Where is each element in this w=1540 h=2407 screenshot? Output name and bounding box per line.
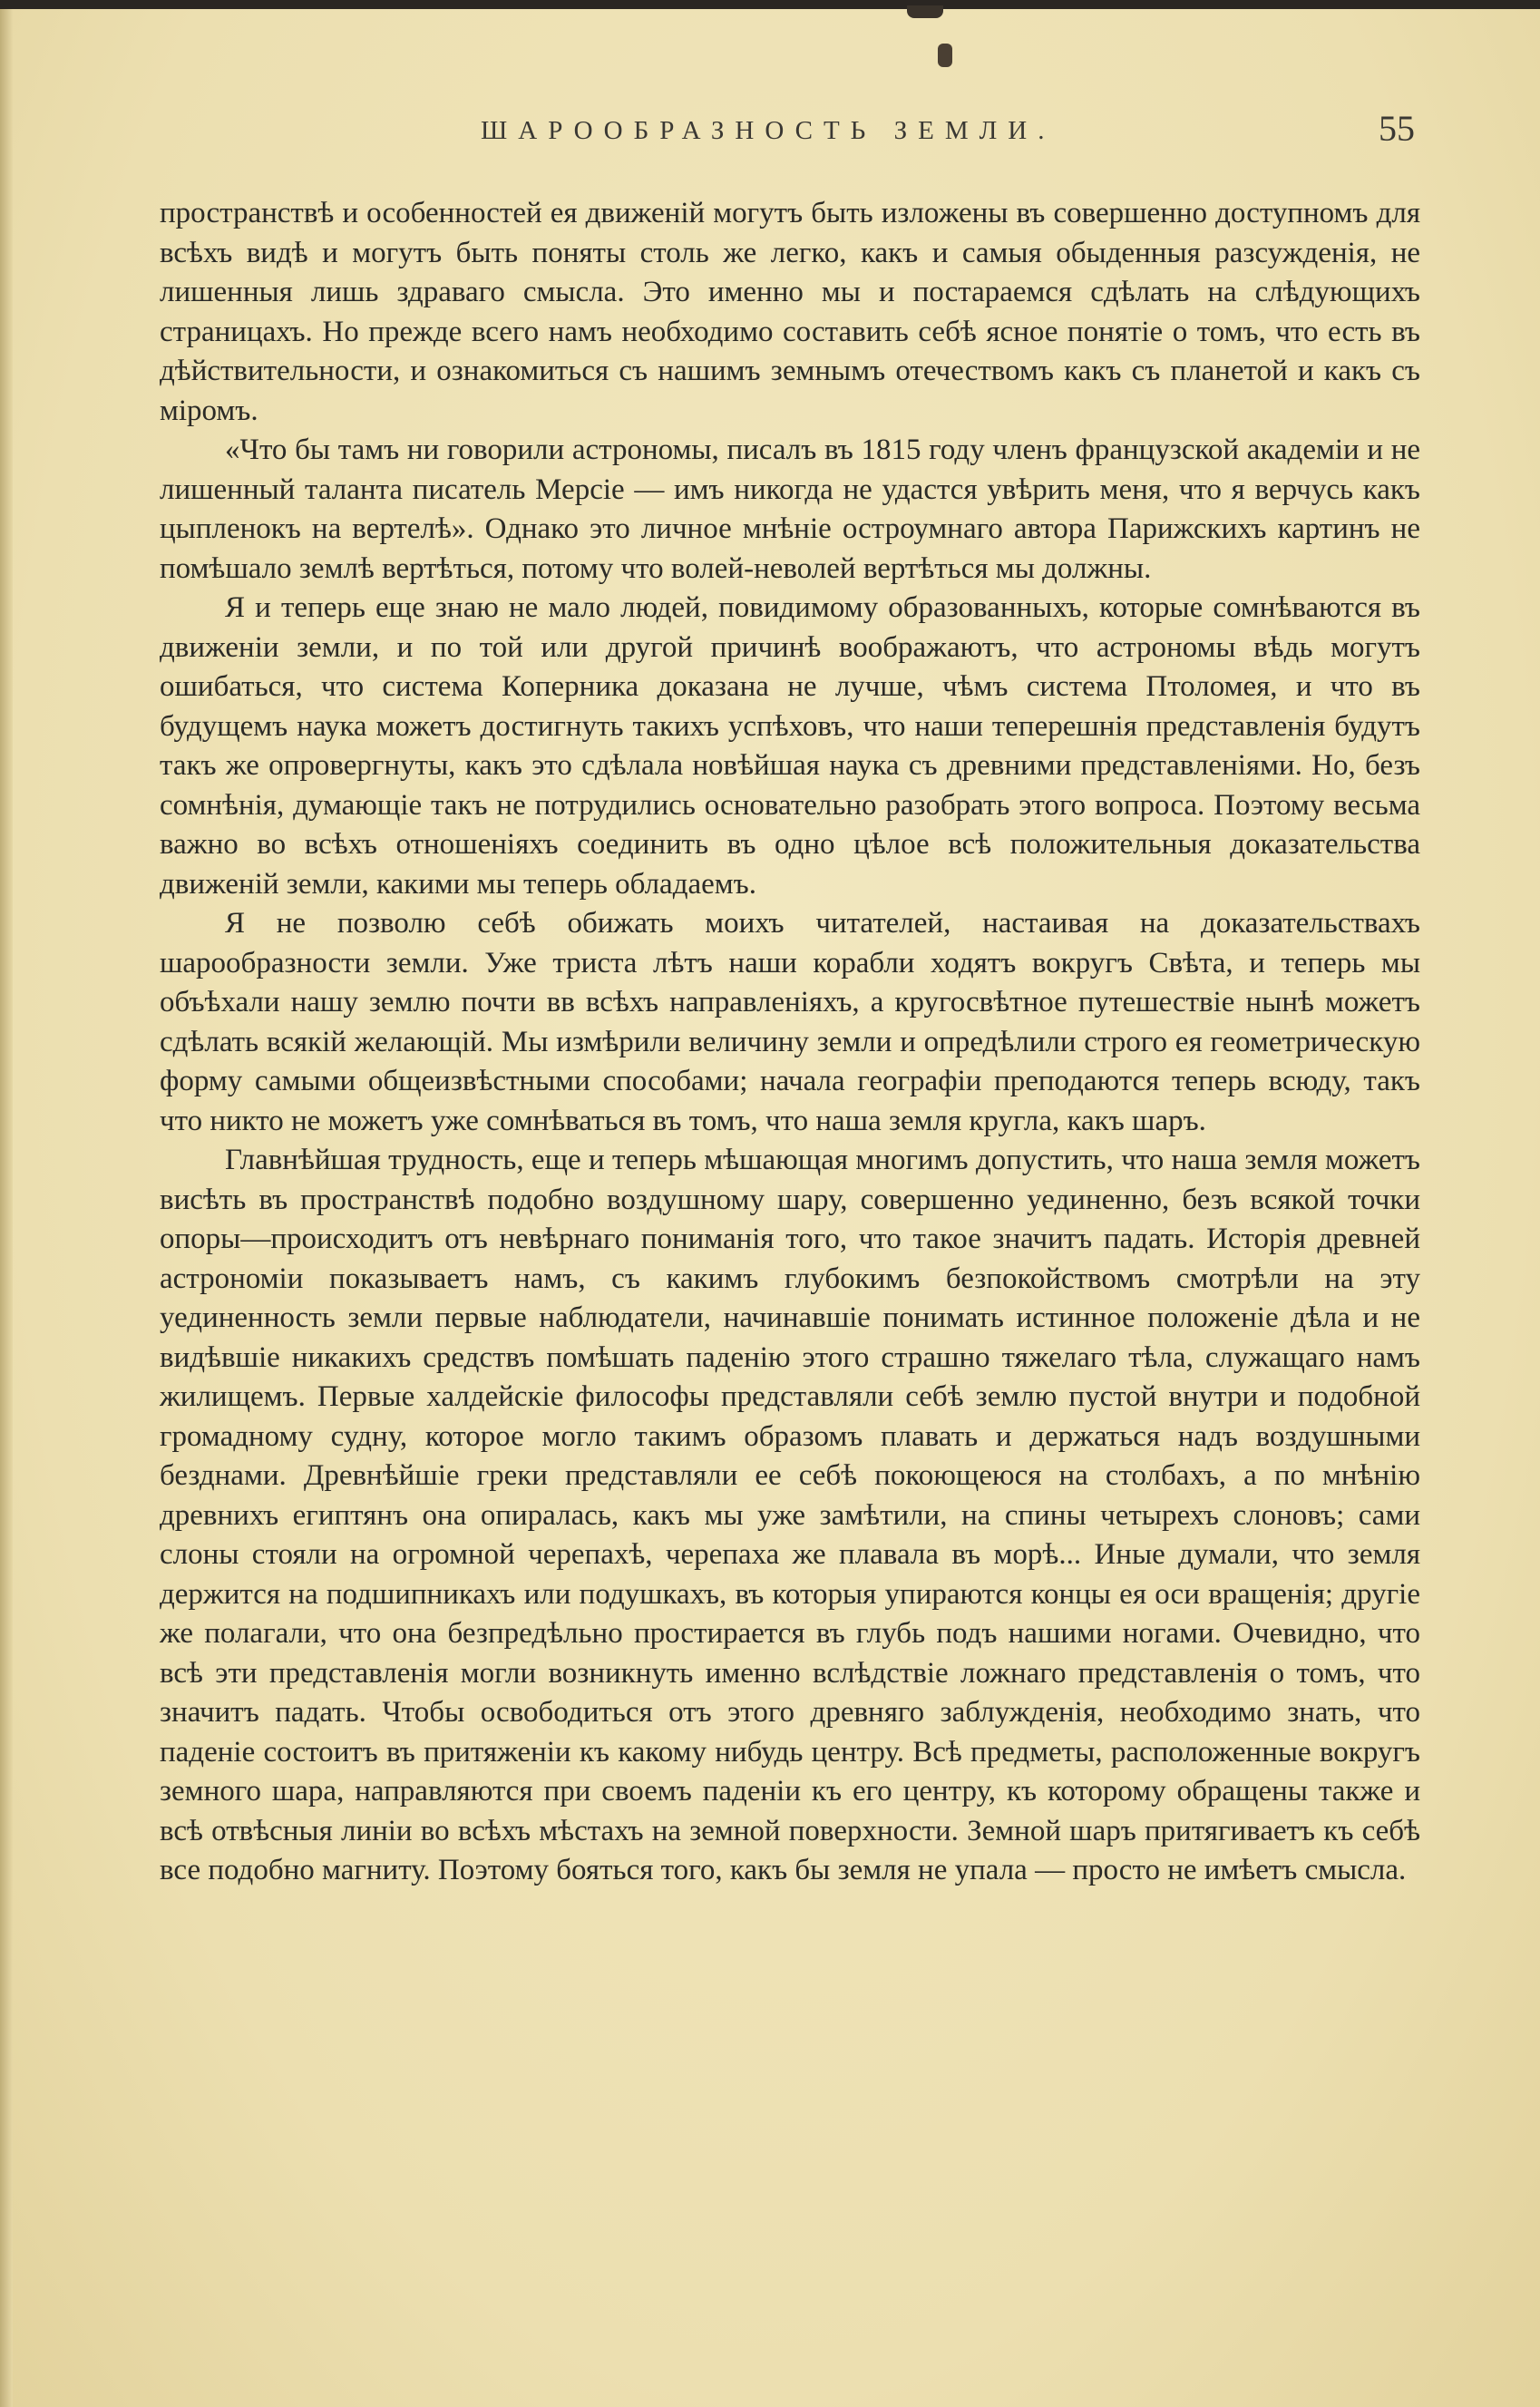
- page-binding-edge: [0, 0, 13, 2407]
- page-top-edge: [0, 0, 1540, 9]
- ink-blot-mark: [907, 5, 943, 18]
- paragraph: Главнѣйшая трудность, еще и теперь мѣшающая многимъ допустить, что наша земля можетъ висѣть въ пространствѣ подобно воздушному шару, совершенно уединенно, безъ всякой точки опоры—происходитъ отъ невѣрнаго пониманія того, что такое значитъ падать. Исторія древней астрономіи показываетъ намъ, съ какимъ глубокимъ безпокойствомъ смотрѣли на эту уединенность земли первые наблюдатели, начинавшіе понимать истинное положеніе дѣла и не видѣвшіе никакихъ средствъ помѣшать паденію этого страшно тяжелаго тѣла, служащаго намъ жилищемъ. Первые халдейскіе философы представляли себѣ землю пустой внутри и подобной громадному судну, которое могло такимъ образомъ плавать и держаться надъ воздушными безднами. Древнѣйшіе греки представляли ее себѣ покоющеюся на столбахъ, а по мнѣнію древнихъ египтянъ она опиралась, какъ мы уже замѣтили, на спины четырехъ слоновъ; сами слоны стояли на огромной черепахѣ, черепаха же плавала въ морѣ... Иные думали, что земля держится на подшипникахъ или подушкахъ, въ которыя упираются концы ея оси вращенія; другіе же полагали, что она безпредѣльно простирается въ глубь подъ нашими ногами. Очевидно, что всѣ эти представленія могли возникнуть именно вслѣдствіе ложнаго представленія о томъ, что значитъ падать. Чтобы освободиться отъ этого древняго заблужденія, необходимо знать, что паденіе состоитъ въ притяженіи къ какому нибудь центру. Всѣ предметы, расположенные вокругъ земного шара, направляются при своемъ паденіи къ его центру, къ которому обращены также и всѣ отвѣсныя линіи во всѣхъ мѣстахъ на земной поверхности. Земной шаръ притягиваетъ къ себѣ все подобно магниту. Поэтому бояться того, какъ бы земля не упала — просто не имѣетъ смысла.: [160, 1144, 1420, 1886]
- page-number: 55: [1379, 108, 1415, 149]
- paragraph: «Что бы тамъ ни говорили астрономы, писалъ въ 1815 году членъ французской академіи и не лишенный таланта писатель Мерсіе — имъ никогда не удастся увѣрить меня, что я верчусь какъ цыпленокъ на вертелѣ». Однако это личное мнѣніе остроумнаго автора Парижскихъ картинъ не помѣшало землѣ вертѣться, потому что волей-неволей вертѣться мы должны.: [160, 434, 1420, 585]
- paragraph: пространствѣ и особенностей ея движеній могутъ быть изложены въ совершенно доступномъ для всѣхъ видѣ и могутъ быть поняты столь же легко, какъ и самыя обыденныя разсужденія, не лишенныя лишь здраваго смысла. Это именно мы и постараемся сдѣлать на слѣдующихъ страницахъ. Но прежде всего намъ необходимо составить себѣ ясное понятіе о томъ, что есть въ дѣйствительности, и ознакомиться съ нашимъ земнымъ отечествомъ какъ съ планетой и какъ съ міромъ.: [160, 197, 1420, 427]
- ink-blot-mark-small: [938, 44, 952, 67]
- running-head: ШАРООБРАЗНОСТЬ ЗЕМЛИ.: [481, 116, 1056, 145]
- body-text: [160, 194, 1420, 1891]
- paragraph: Я не позволю себѣ обижать моихъ читателей, настаивая на доказательствахъ шарообразности земли. Уже триста лѣтъ наши корабли ходятъ вокругъ Свѣта, и теперь мы объѣхали нашу землю почти вв всѣхъ направленіяхъ, а кругосвѣтное путешествіе нынѣ можетъ сдѣлать всякій желающій. Мы измѣрили величину земли и опредѣлили строго ея геометрическую форму самыми общеизвѣстными способами; начала географіи преподаются теперь всюду, такъ что никто не можетъ уже сомнѣваться въ томъ, что наша земля кругла, какъ шаръ.: [160, 907, 1420, 1137]
- paragraph: Я и теперь еще знаю не мало людей, повидимому образованныхъ, которые сомнѣваются въ движеніи земли, и по той или другой причинѣ воображаютъ, что астрономы вѣдь могутъ ошибаться, что система Коперника доказана не лучше, чѣмъ система Птоломея, и что въ будущемъ наука можетъ достигнуть такихъ успѣховъ, что наши теперешнія представленія будутъ такъ же опровергнуты, какъ это сдѣлала новѣйшая наука съ древними представленіями. Но, безъ сомнѣнія, думающіе такъ не потрудились основательно разобрать этого вопроса. Поэтому весьма важно во всѣхъ отношеніяхъ соединить въ одно цѣлое всѣ положительныя доказательства движеній земли, какими мы теперь обладаемъ.: [160, 591, 1420, 901]
